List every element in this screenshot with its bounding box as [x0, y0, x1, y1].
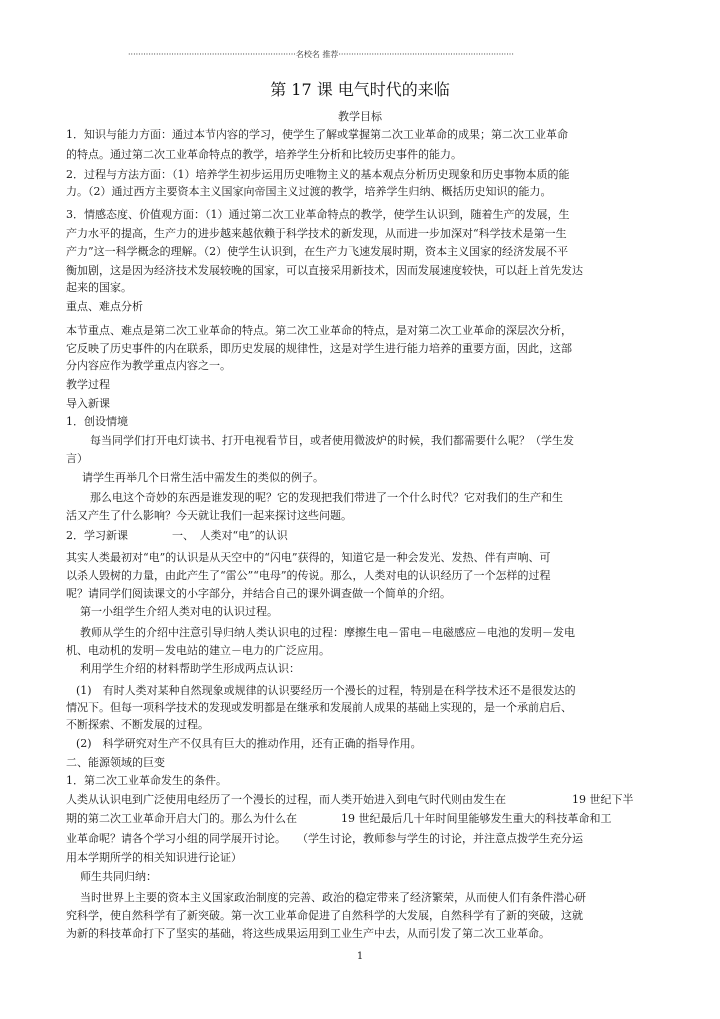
text-line: 呢？请同学们阅读课文的小字部分，并结合自己的课外调查做一个简单的介绍。 [66, 587, 451, 600]
text-line: 用本学期所学的相关知识进行论证） [66, 851, 242, 864]
text-line: 不断探索、不断发展的过程。 [66, 718, 209, 731]
section-heading: 重点、难点分析 [66, 300, 143, 313]
lesson-title: 第 17 课 电气时代的来临 [270, 80, 450, 99]
text-line: 活又产生了什么影响？今天就让我们一起来探讨这些问题。 [66, 509, 352, 522]
page-header [128, 50, 514, 60]
text-line: 它反映了历史事件的内在联系，即历史发展的规律性，这是对学生进行能力培养的重要方面，因此，这部 [66, 342, 572, 355]
text-line: 本节重点、难点是第二次工业革命的特点。第二次工业革命的特点，是对第二次工业革命的深层次分析， [66, 324, 572, 337]
page-number: 1 [356, 951, 364, 962]
text-line: 其实人类最初对“电”的认识是从天空中的“闪电”获得的，知道它是一种会发光、发热、伴有声响、可 [66, 551, 551, 564]
text-line: 产力水平的提高，生产力的进步越来越依赖于科学技术的新发现，从而进一步加深对“科学技术是第一生 [66, 227, 567, 240]
text-line: 1．创设情境 [66, 415, 128, 428]
text-line: 以杀人毁树的力量，由此产生了“雷公”“电母”的传说。那么，人类对电的认识经历了一个怎样的过程 [66, 569, 551, 582]
text-line: 力。（2）通过西方主要资本主义国家向帝国主义过渡的教学，培养学生归纳、概括历史知识的能力。 [66, 185, 552, 198]
header-dots-right: ····································································· [338, 50, 514, 59]
text-line: 业革命呢？请各个学习小组的同学展开讨论。 （学生讨论，教师参与学生的讨论，并注意点拨学生充分运 [66, 832, 583, 845]
text-line: 言） [66, 452, 88, 465]
text-line: (2) 科学研究对生产不仅具有巨大的推动作用，还有正确的指导作用。 [76, 737, 422, 750]
text-line: 那么电这个奇妙的东西是谁发现的呢？它的发现把我们带进了一个什么时代？它对我们的生产和生 [90, 491, 563, 504]
text-line: 人类从认识电到广泛使用电经历了一个漫长的过程，而人类开始进入到电气时代则由发生在 19 世纪下半 [66, 793, 634, 806]
text-line: (1) 有时人类对某种自然现象或规律的认识要经历一个漫长的过程，特别是在科学技术还不是很发达的 [76, 684, 576, 697]
text-line: 1．知识与能力方面：通过本节内容的学习，使学生了解或掌握第二次工业革命的成果；第二次工业革命 [66, 128, 568, 141]
section-heading: 导入新课 [66, 397, 110, 410]
text-line: 2．学习新课 一、 人类对“电”的认识 [66, 529, 288, 542]
text-line: 师生共同归纳： [80, 870, 157, 883]
header-dots-left: ·································································· [128, 50, 296, 59]
section-heading: 教学过程 [66, 378, 110, 391]
text-line: 教师从学生的介绍中注意引导归纳人类认识电的过程：摩擦生电－雷电－电磁感应－电池的发明－发电 [80, 626, 575, 639]
text-line: 期的第二次工业革命开启大门的。那么为什么在 19 世纪最后几十年时间里能够发生重大的科技革命和工 [66, 812, 612, 825]
text-line: 衡加剧，这是因为经济技术发展较晚的国家，可以直接采用新技术，因而发展速度较快，可以赶上首先发达 [66, 264, 583, 277]
text-line: 机、电动机的发明－发电站的建立－电力的广泛应用。 [66, 644, 330, 657]
text-line: 分内容应作为教学重点内容之一。 [66, 359, 231, 372]
text-line: 究科学，使自然科学有了新突破。第一次工业革命促进了自然科学的大发展，自然科学有了新的突破，这就 [66, 909, 583, 922]
text-line: 当时世界上主要的资本主义国家政治制度的完善、政治的稳定带来了经济繁荣，从而使人们有条件潜心研 [80, 891, 586, 904]
text-line: 起来的国家。 [66, 281, 132, 294]
text-line: 情况下。但每一项科学技术的发现或发明都是在继承和发展前人成果的基础上实现的，是一个承前启后、 [66, 701, 572, 714]
text-line: 每当同学们打开电灯读书、打开电视看节目，或者使用微波炉的时候，我们都需要什么呢？（学生发 [90, 434, 574, 447]
text-line: 2．过程与方法方面：（1）培养学生初步运用历史唯物主义的基本观点分析历史现象和历史事物本质的能 [66, 168, 570, 181]
text-line: 请学生再举几个日常生活中需发生的类似的例子。 [82, 471, 324, 484]
text-line: 1．第二次工业革命发生的条件。 [66, 774, 227, 787]
text-line: 产力”这一科学概念的理解。（2）使学生认识到，在生产力飞速发展时期，资本主义国家的经济发展不平 [66, 245, 569, 258]
section-heading: 二、能源领域的巨变 [66, 756, 165, 769]
text-line: 3．情感态度、价值观方面：（1）通过第二次工业革命特点的教学，使学生认识到，随着生产的发展，生 [66, 208, 570, 221]
text-line: 利用学生介绍的材料帮助学生形成两点认识： [80, 662, 300, 675]
header-label: 名校名 推荐 [295, 50, 339, 59]
text-line: 第一小组学生介绍人类对电的认识过程。 [80, 605, 278, 618]
section-heading-objectives: 教学目标 [338, 110, 382, 123]
text-line: 的特点。通过第二次工业革命特点的教学，培养学生分析和比较历史事件的能力。 [66, 148, 462, 161]
text-line: 为新的科技革命打下了坚实的基础，将这些成果运用到工业生产中去，从而引发了第二次工业革命。 [66, 927, 550, 940]
